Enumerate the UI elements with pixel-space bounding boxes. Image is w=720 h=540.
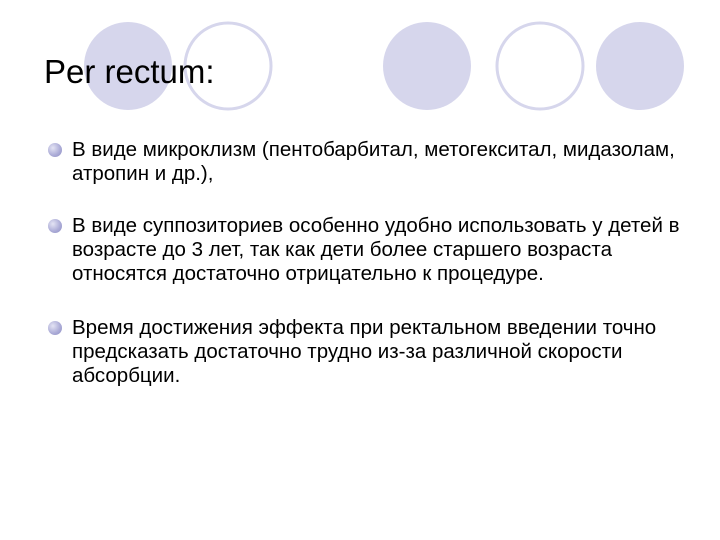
bullet-item — [48, 138, 698, 186]
bullet-text: Время достижения эффекта при ректальном введении точно предсказать достаточно трудно из-за различной скорости абсорбции. — [72, 316, 657, 387]
bullet-item — [48, 316, 698, 388]
deco-circle-filled-3 — [596, 22, 684, 110]
deco-circle-filled-2 — [383, 22, 471, 110]
bullet-text: В виде суппозиториев особенно удобно использовать у детей в возрасте до 3 лет, так как дети более старшего возраста относятся достаточно отрицательно к процедуре. — [72, 214, 680, 285]
bullet-list — [48, 138, 698, 416]
slide-title: Per rectum: — [44, 53, 215, 90]
bullet-dot-icon — [48, 219, 62, 233]
bullet-item — [48, 214, 698, 286]
bullet-dot-icon — [48, 143, 62, 157]
bullet-text: В виде микроклизм (пентобарбитал, метогекситал, мидазолам, атропин и др.), — [72, 138, 675, 185]
deco-circle-outline-2 — [497, 23, 583, 109]
bullet-dot-icon — [48, 321, 62, 335]
